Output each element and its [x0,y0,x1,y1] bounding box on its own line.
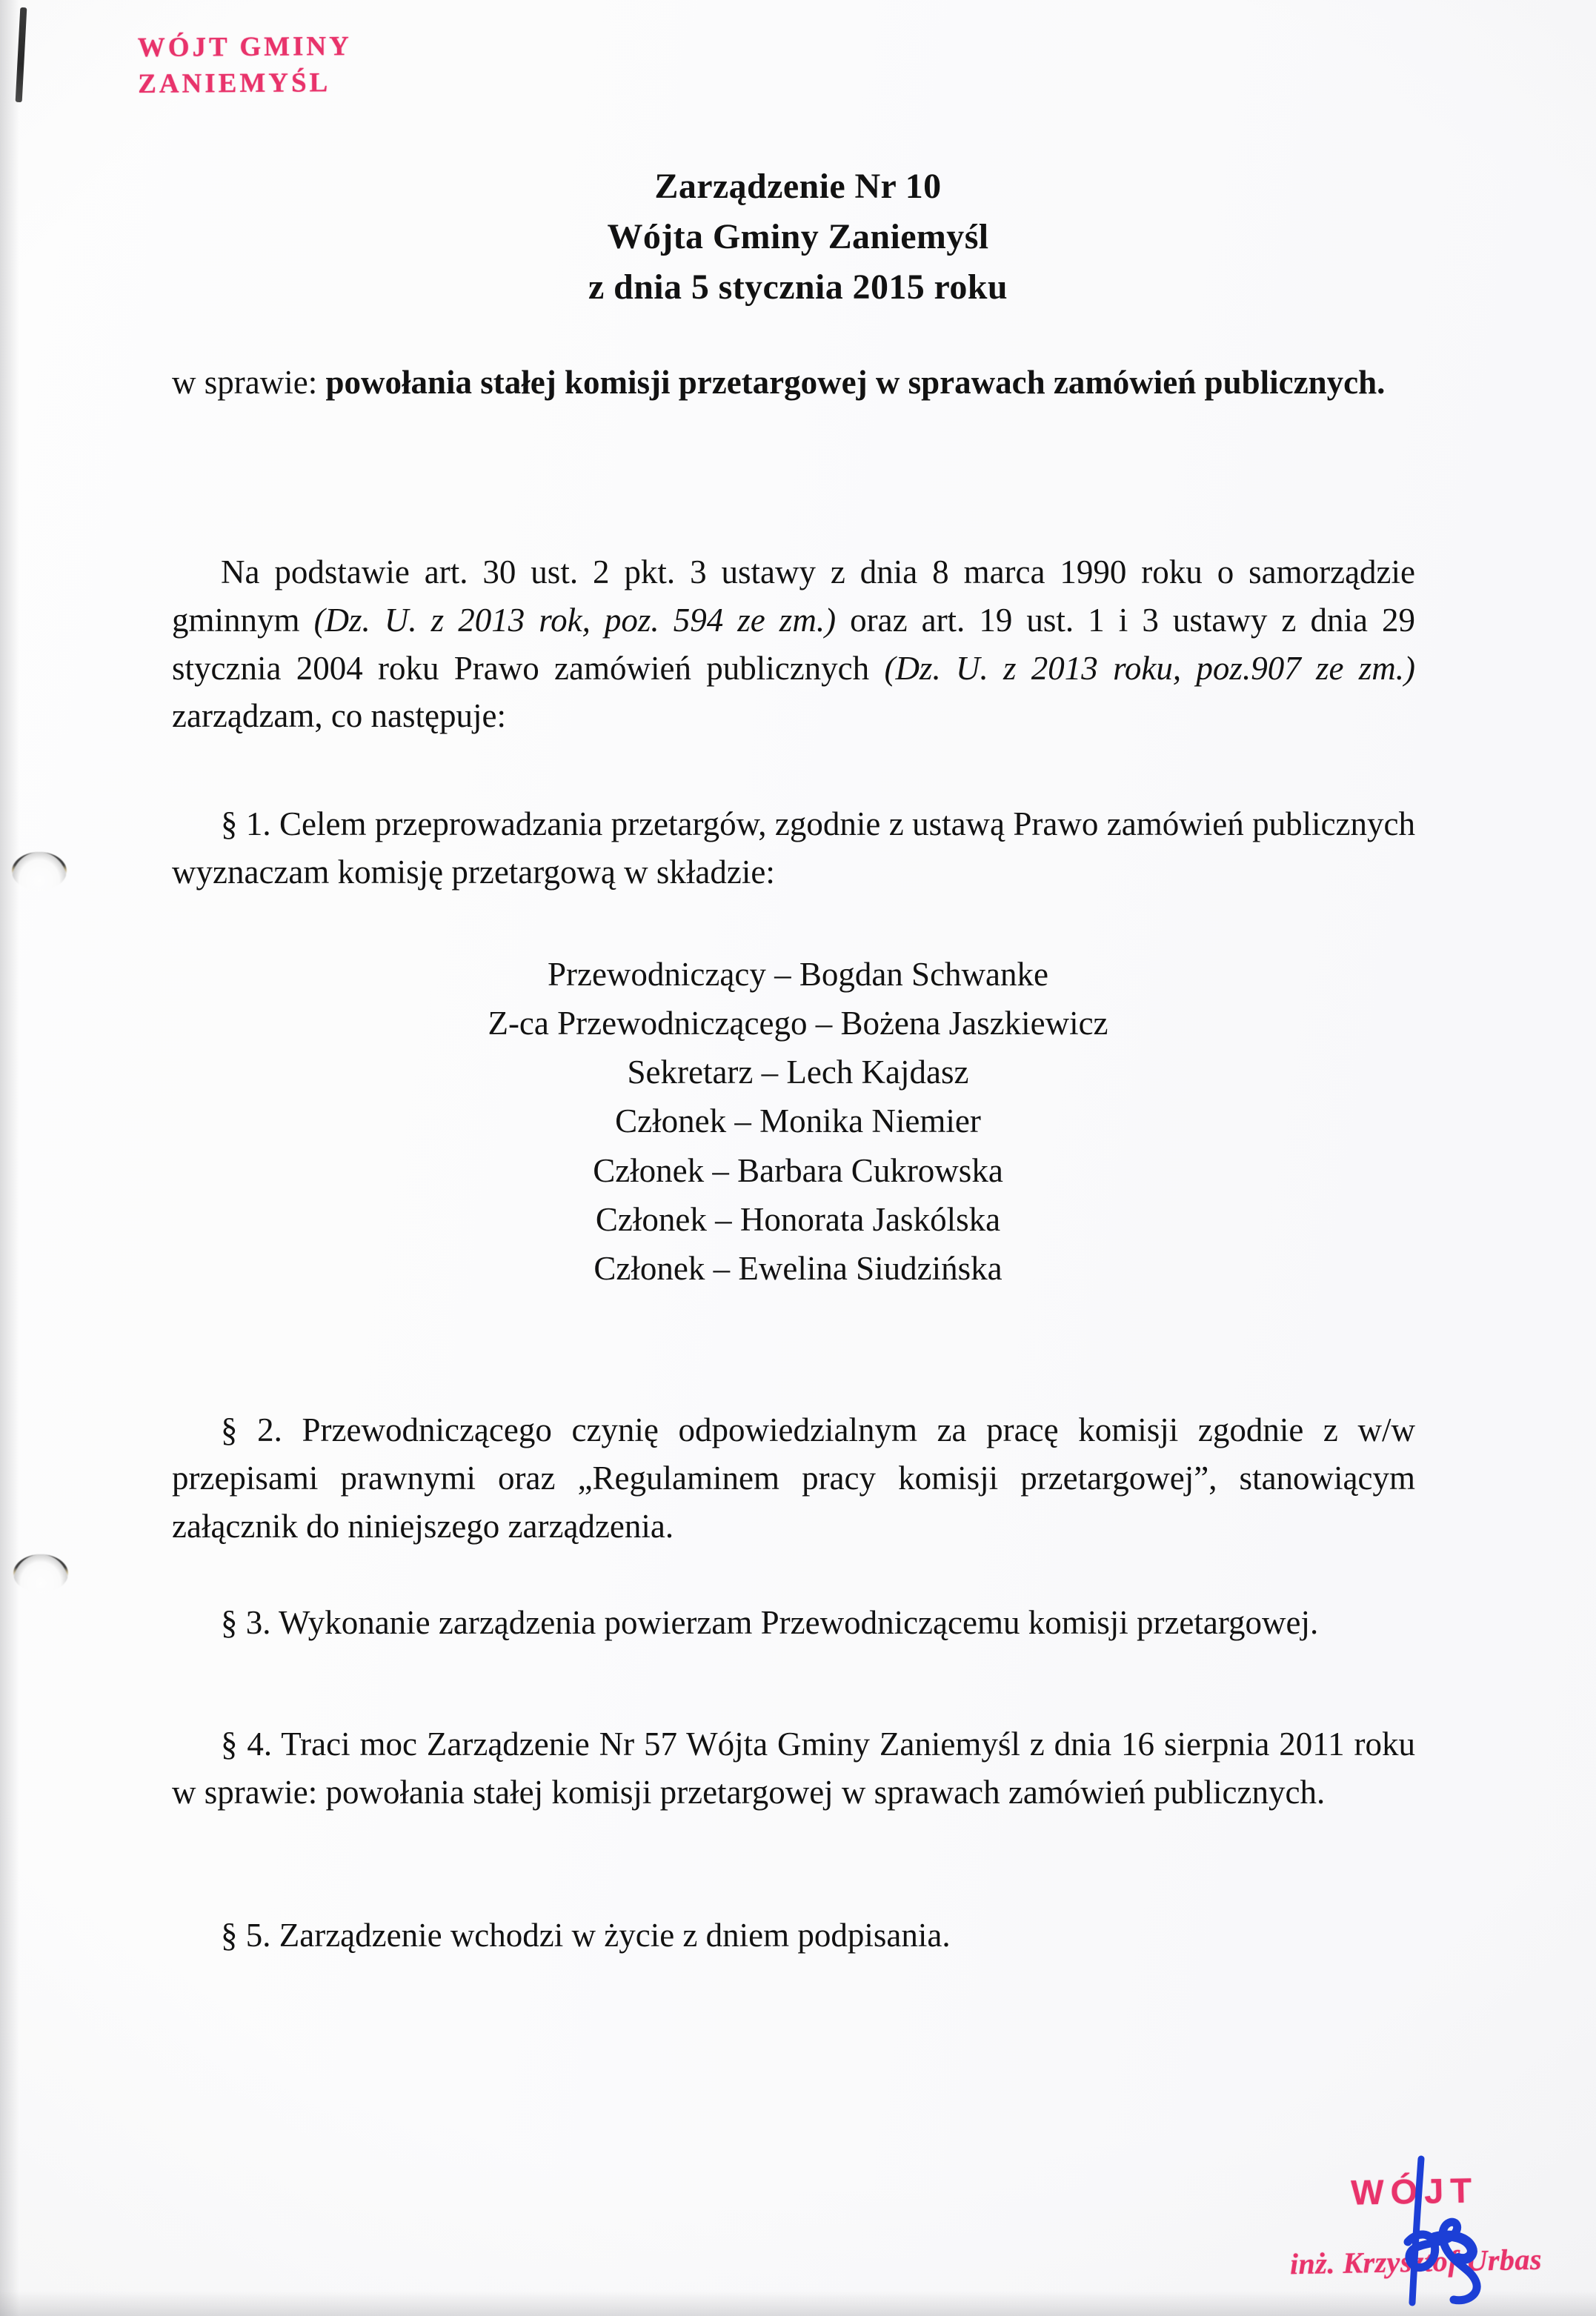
paragraph-4-marker: § 4. [221,1726,273,1763]
paragraph-1-marker: § 1. [221,805,271,842]
list-item: Członek – Ewelina Siudzińska [593,1249,1003,1287]
title-line-ordinance-number: Zarządzenie Nr 10 [654,167,942,206]
signature-stamp-name: inż. Krzysztof Urbas [1289,2242,1543,2281]
paragraph-4 [172,1720,1415,1817]
paragraph-4-text: Traci moc Zarządzenie Nr 57 Wójta Gminy Zaniemyśl z dnia 16 sierpnia 2011 roku w sprawie: powołania stałej komisji przetargowej w sprawach zamówień publicznych. [172,1726,1416,1811]
legal-citation-1: (Dz. U. z 2013 rok, poz. 594 ze zm.) [313,601,837,639]
paragraph-2-text: Przewodniczącego czynię odpowiedzialnym za pracę komisji zgodnie z w/w przepisami prawnymi oraz „Regulaminem pracy komisji przetargowej”, stanowiącym załącznik do niniejszego zarządzenia. [172,1411,1416,1545]
paragraph-1 [172,800,1415,896]
header-stamp-line-1: WÓJT GMINY [137,30,353,64]
list-item: Członek – Barbara Cukrowska [593,1151,1003,1189]
list-item: Z-ca Przewodniczącego – Bożena Jaszkiewicz [488,1005,1108,1042]
scan-edge-shadow [0,2291,1596,2316]
paragraph-3-marker: § 3. [221,1604,271,1641]
legal-citation-2: (Dz. U. z 2013 roku, poz.907 ze zm.) [884,649,1415,687]
paragraph-3 [172,1599,1415,1647]
punch-hole [13,1554,68,1593]
paragraph-5 [172,1911,1415,1960]
legal-basis-part-2: oraz art. 19 ust. 1 i 3 ustawy z dnia 29 stycznia 2004 roku Prawo zamówień publicznych [172,601,1415,687]
paragraph-1-text: Celem przeprowadzania przetargów, zgodnie z ustawą Prawo zamówień publicznych wyznaczam komisję przetargową w składzie: [172,805,1416,891]
paragraph-2 [172,1406,1415,1550]
signature-stamp-title: WÓJT [1350,2170,1479,2212]
list-item: Członek – Monika Niemier [615,1102,981,1140]
document-title [0,162,1596,313]
paragraph-3-text: Wykonanie zarządzenia powierzam Przewodniczącemu komisji przetargowej. [278,1604,1319,1641]
subject-text: powołania stałej komisji przetargowej w sprawach zamówień publicznych. [325,364,1386,401]
office-header-stamp [138,29,353,103]
title-line-date: z dnia 5 stycznia 2015 roku [588,267,1008,307]
list-item: Sekretarz – Lech Kajdasz [627,1054,969,1091]
punch-hole [12,852,67,891]
list-item: Przewodniczący – Bogdan Schwanke [547,956,1049,993]
signature-stamp [1259,2168,1572,2282]
paragraph-2-marker: § 2. [221,1411,282,1448]
title-line-authority: Wójta Gminy Zaniemyśl [607,217,989,257]
legal-basis-paragraph [172,548,1415,740]
paragraph-5-marker: § 5. [221,1917,271,1954]
list-item: Członek – Honorata Jaskólska [595,1200,1001,1238]
header-stamp-line-2: ZANIEMYŚL [138,67,331,99]
legal-basis-part-1: Na podstawie art. 30 ust. 2 pkt. 3 ustawy z dnia 8 marca 1990 roku o samorządzie gminnym [172,553,1415,639]
committee-member-list [0,950,1596,1293]
paragraph-5-text: Zarządzenie wchodzi w życie z dniem podpisania. [279,1917,951,1954]
scan-artifact-streak [16,7,27,102]
legal-basis-part-3: zarządzam, co następuje: [172,697,506,735]
subject-line [172,359,1415,407]
subject-lead: w sprawie: [172,364,318,401]
